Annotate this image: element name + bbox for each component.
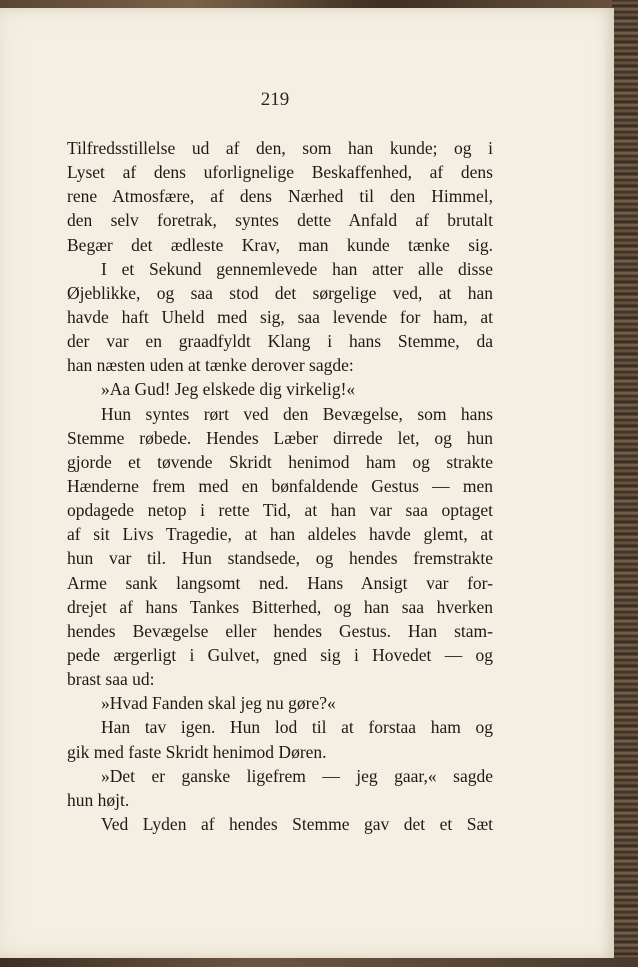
text-line: »Aa Gud! Jeg elskede dig virkelig!« xyxy=(101,379,356,400)
text-line: Han tav igen. Hun lod til at forstaa ham og xyxy=(101,717,493,738)
text-line: drejet af hans Tankes Bitterhed, og han saa hverken xyxy=(67,596,493,617)
text-line: rene Atmosfære, af dens Nærhed til den Himmel, xyxy=(67,186,493,207)
text-line: Tilfredsstillelse ud af den, som han kunde; og i xyxy=(67,138,493,158)
text-line: brast saa ud: xyxy=(67,669,155,690)
text-line: pede ærgerligt i Gulvet, gned sig i Hovedet — og xyxy=(67,644,493,665)
text-line: opdagede netop i rette Tid, at han var saa optaget xyxy=(67,500,493,521)
text-line: Arme sank langsomt ned. Hans Ansigt var for- xyxy=(67,572,493,593)
text-line: hun var til. Hun standsede, og hendes fremstrakte xyxy=(67,548,493,569)
text-line: af sit Livs Tragedie, at han aldeles havde glemt, at xyxy=(67,524,493,545)
body-text xyxy=(67,136,493,836)
book-binding-bottom xyxy=(0,957,638,967)
text-line: Begær det ædleste Krav, man kunde tænke sig. xyxy=(67,234,493,255)
text-line: I et Sekund gennemlevede han atter alle disse xyxy=(101,258,493,279)
page-number: 219 xyxy=(260,89,290,110)
text-line: Øjeblikke, og saa stod det sørgelige ved, at han xyxy=(67,282,493,303)
text-line: Hun syntes rørt ved den Bevægelse, som hans xyxy=(101,403,493,424)
text-line: Lyset af dens uforlignelige Beskaffenhed, af dens xyxy=(67,162,493,183)
text-line: den selv foretrak, syntes dette Anfald af brutalt xyxy=(67,210,493,231)
text-line: gjorde et tøvende Skridt henimod ham og strakte xyxy=(67,451,493,472)
book-page xyxy=(0,8,614,958)
text-line: Stemme røbede. Hendes Læber dirrede let, og hun xyxy=(67,427,493,448)
text-line: havde haft Uheld med sig, saa levende for ham, at xyxy=(67,306,493,327)
text-line: der var en graadfyldt Klang i hans Stemme, da xyxy=(67,331,493,352)
text-line: Ved Lyden af hendes Stemme gav det et Sæt xyxy=(101,813,493,834)
text-line: gik med faste Skridt henimod Døren. xyxy=(67,741,327,762)
text-line: Hænderne frem med en bønfaldende Gestus — men xyxy=(67,475,493,496)
text-line: hendes Bevægelse eller hendes Gestus. Han stam- xyxy=(67,620,493,641)
text-line: han næsten uden at tænke derover sagde: xyxy=(67,355,354,376)
text-line: hun højt. xyxy=(67,789,130,810)
text-line: »Det er ganske ligefrem — jeg gaar,« sagde xyxy=(101,765,493,786)
text-line: »Hvad Fanden skal jeg nu gøre?« xyxy=(101,693,336,714)
book-binding-edge xyxy=(612,0,638,967)
